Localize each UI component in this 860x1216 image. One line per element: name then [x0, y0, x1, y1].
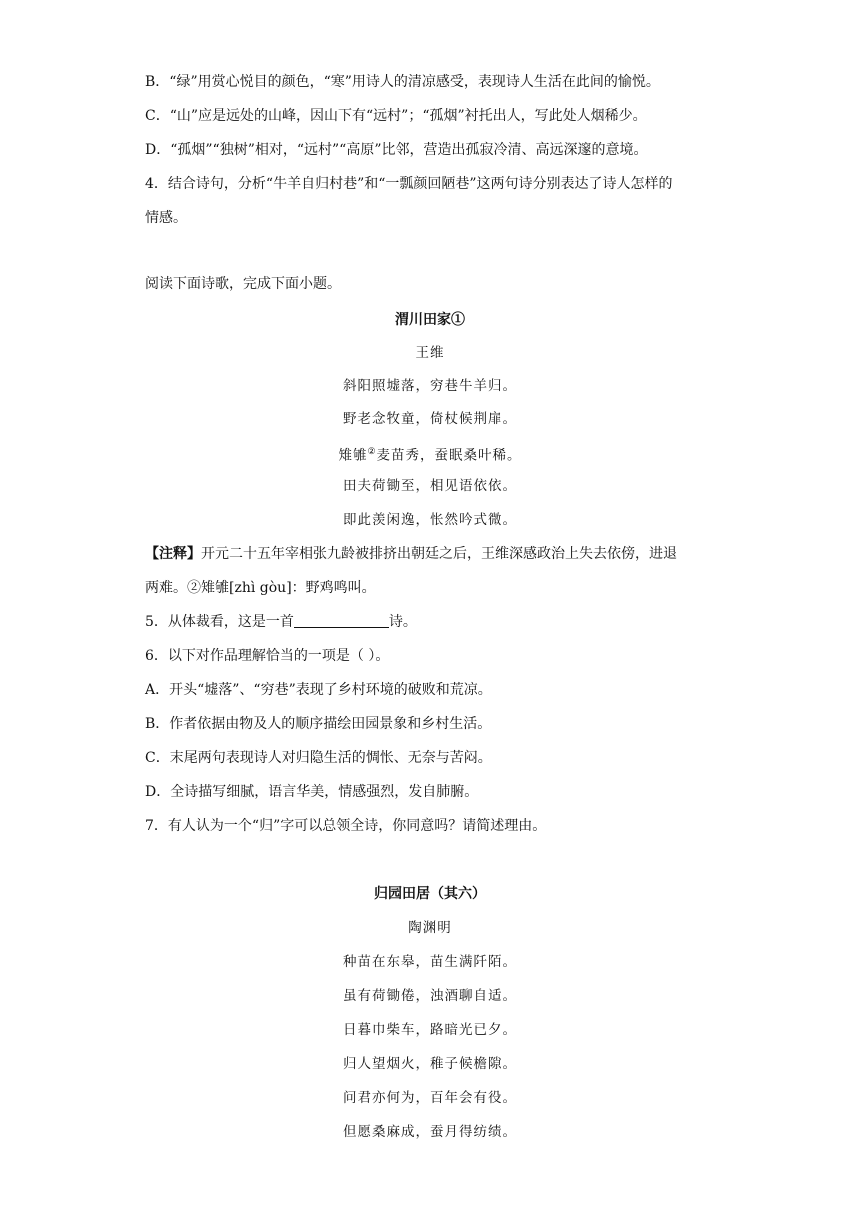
- question-4-line2: 情感。: [145, 210, 187, 226]
- annotation-label: 【注释】: [145, 546, 201, 562]
- poem-author: 王维: [415, 345, 445, 361]
- poem-line: 田夫荷锄至，相见语依依。: [343, 478, 517, 494]
- option-c: C．“山”应是远处的山峰，因山下有“远村”；“孤烟”衬托出人，写此处人烟稀少。: [145, 108, 647, 124]
- poem-line-rest: 麦苗秀，蚕眠桑叶稀。: [376, 447, 522, 464]
- option-c: C．末尾两句表现诗人对归隐生活的惆怅、无奈与苦闷。: [145, 750, 492, 766]
- option-a: A．开头“墟落”、“穷巷”表现了乡村环境的破败和荒凉。: [145, 682, 492, 698]
- option-b: B．作者依据由物及人的顺序描绘田园景象和乡村生活。: [145, 716, 492, 732]
- option-b: B．“绿”用赏心悦目的颜色，“寒”用诗人的清凉感受，表现诗人生活在此间的愉悦。: [145, 74, 660, 90]
- poem-line: [0, 442, 860, 466]
- question-5-suffix: 诗。: [388, 614, 417, 630]
- option-d: D．全诗描写细腻，语言华美，情感强烈，发自肺腑。: [145, 784, 479, 800]
- poem-line-prefix: 雉雊: [338, 447, 368, 464]
- poem-author: 陶渊明: [408, 920, 452, 936]
- poem-line: 归人望烟火，稚子候檐隙。: [343, 1056, 517, 1072]
- poem-title: 渭川田家①: [395, 312, 465, 328]
- poem-line: 野老念牧童，倚杖候荆扉。: [343, 411, 517, 427]
- poem-line: 虽有荷锄倦，浊酒聊自适。: [343, 988, 517, 1004]
- poem-line: 即此羡闲逸，怅然吟式微。: [343, 512, 517, 528]
- question-7: 7．有人认为一个“归”字可以总领全诗，你同意吗？请简述理由。: [145, 818, 547, 834]
- poem-line: 斜阳照墟落，穷巷牛羊归。: [343, 378, 517, 394]
- poem-line: 但愿桑麻成，蚕月得纺绩。: [343, 1124, 517, 1140]
- poem-line: 种苗在东皋，苗生满阡陌。: [343, 954, 517, 970]
- question-4-line1: 4．结合诗句，分析“牛羊自归村巷”和“一瓢颜回陋巷”这两句诗分别表达了诗人怎样的: [145, 176, 673, 192]
- option-d: D．“孤烟”“独树”相对，“远村”“高原”比邻，营造出孤寂冷清、高远深邃的意境。: [145, 142, 648, 158]
- question-5: [145, 612, 417, 632]
- annotation-line1: [145, 544, 677, 564]
- poem-line: 问君亦何为，百年会有役。: [343, 1090, 517, 1106]
- question-6: 6．以下对作品理解恰当的一项是（ ）。: [145, 648, 390, 664]
- answer-blank[interactable]: [294, 613, 389, 628]
- footnote-marker: ②: [367, 447, 377, 457]
- annotation-line2: 两难。②雉雊[zhì gòu]：野鸡鸣叫。: [145, 580, 376, 596]
- annotation-text: 开元二十五年宰相张九龄被排挤出朝廷之后，王维深感政治上失去依傍，进退: [201, 546, 677, 562]
- question-5-prefix: 5．从体裁看，这是一首: [145, 614, 294, 630]
- poem-line: 日暮巾柴车，路暗光已夕。: [343, 1022, 517, 1038]
- poem-title: 归园田居（其六）: [374, 886, 486, 902]
- reading-intro: 阅读下面诗歌，完成下面小题。: [145, 276, 341, 292]
